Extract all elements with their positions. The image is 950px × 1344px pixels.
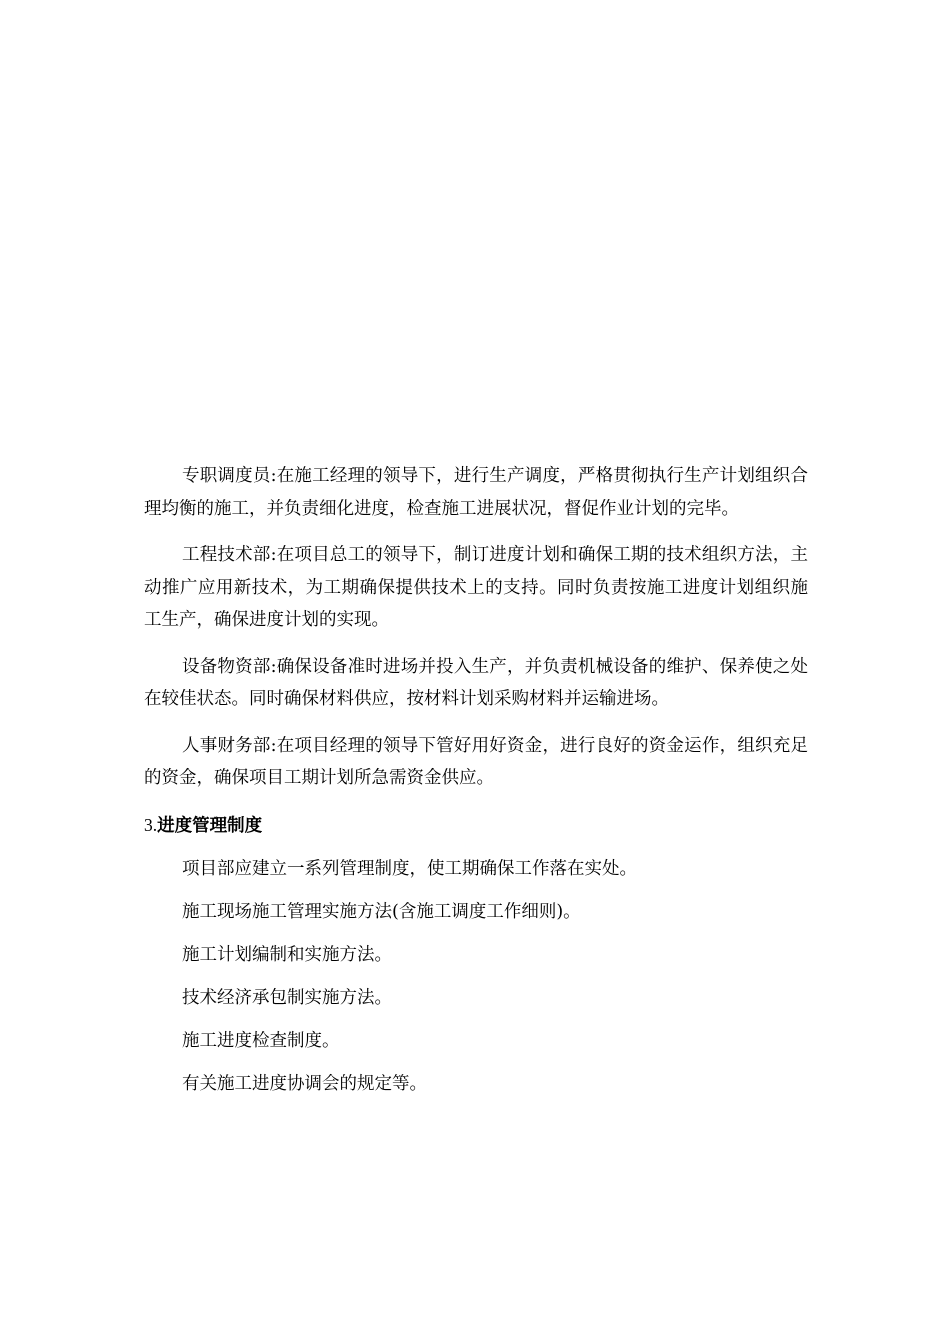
list-item: 施工现场施工管理实施方法(含施工调度工作细则)。 <box>182 901 581 922</box>
list-item: 技术经济承包制实施方法。 <box>182 987 392 1008</box>
paragraph-equipment-dept: 设备物资部:确保设备准时进场并投入生产，并负责机械设备的维护、保养使之处在较佳状态。同时确保材料供应，按材料计划采购材料并运输进场。 <box>144 656 808 709</box>
section-number: 3. <box>144 814 158 835</box>
list-item: 有关施工进度协调会的规定等。 <box>182 1073 427 1094</box>
paragraph-finance-dept: 人事财务部:在项目经理的领导下管好用好资金，进行良好的资金运作，组织充足的资金，确保项目工期计划所急需资金供应。 <box>144 735 808 788</box>
section-heading <box>144 809 808 842</box>
section-title: 进度管理制度 <box>157 815 263 836</box>
list-item: 施工计划编制和实施方法。 <box>182 944 392 965</box>
list-item: 项目部应建立一系列管理制度，使工期确保工作落在实处。 <box>182 858 637 879</box>
paragraph-dispatcher: 专职调度员:在施工经理的领导下，进行生产调度，严格贯彻执行生产计划组织合理均衡的施工，并负责细化进度，检查施工进展状况，督促作业计划的完毕。 <box>144 466 808 519</box>
document-body <box>144 460 808 1111</box>
list-item: 施工进度检查制度。 <box>182 1030 340 1051</box>
paragraph-engineering-dept: 工程技术部:在项目总工的领导下，制订进度计划和确保工期的技术组织方法，主动推广应用新技术，为工期确保提供技术上的支持。同时负责按施工进度计划组织施工生产，确保进度计划的实现。 <box>144 545 808 630</box>
